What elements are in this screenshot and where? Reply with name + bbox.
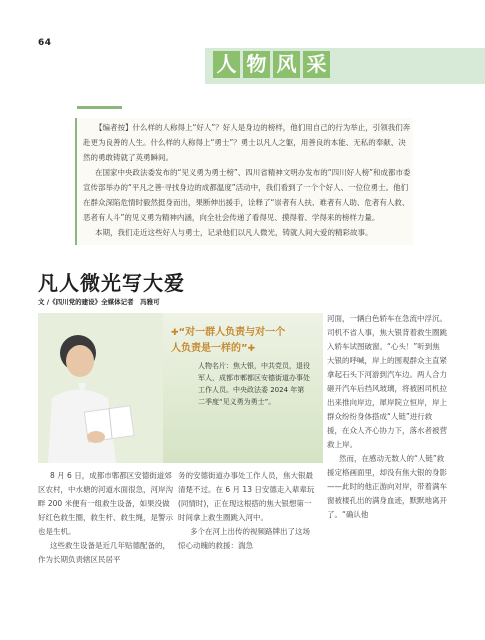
body-column-1 [38,469,173,567]
editor-note-paragraph: 本期，我们走近这些好人与勇士，记录他们以凡人微光，铸就人间大爱的精彩故事。 [95,228,373,237]
quote-heading [171,325,321,357]
body-paragraph: 然而，在感动无数人的“人链”救援定格画面里，却没有焦大银的身影——此时的他正游向对岸，带着满车窗被楼孔出的满身血迹，默默地离开了。“确认他 [327,454,447,519]
portrait-photo [38,313,323,463]
banner-char-4: 采 [303,51,330,78]
editor-note-accent-bar [77,106,122,109]
body-paragraph: 8 月 6 日，成都市郫都区安德街道郊区农村，中水塘的河道水面很急，河岸沟畔 200 米便有一组救生设备，如果没做好红色救生圈，救生杆、救生绳，是警示也是生机。 [38,471,173,536]
banner-char-1: 人 [213,51,240,78]
body-column-3 [327,312,447,522]
editor-note-text [83,120,411,240]
quote-heading-line2: 人负责是一样的” [171,343,248,354]
quote-heading-line1: “对一群人负责与对一个 [178,327,286,338]
body-column-2 [178,469,315,553]
editor-note-box [75,118,413,245]
article-byline: 文 /《四川党的建设》全媒体记者 冯雅可 [38,298,160,306]
article-title: 凡人微光写大爱 [38,271,185,295]
editor-note-paragraph: 在国家中央政法委发布的“见义勇为勇士榜”、四川省精神文明办发布的“四川好人榜”和成都市委宣传部举办的“平凡之善·寻找身边的成都温度”活动中，我们看到了一个个好人、一位位勇士。他们在群众深陷危情时毅然挺身而出，果断伸出援手，诠释了“崇者有人扶、难者有人助、危者有人救、恶者有人斗”的见义勇为精神内涵，向全社会传递了看得见、摸得着、学得来的榜样力量。 [83,168,411,222]
person-intro: 人物名片：焦大银，中共党员，退役军人，成都市郫都区安德街道办事处工作人员。中央政法委 2024 年第二季度“见义勇为勇士”。 [198,362,310,406]
body-paragraph: 务的安德街道办事处工作人员，焦大银最清楚不过。在 6 月 13 日安德走入辈辈玩(同情时)，正在现这根搭的焦大银想第一时间拿上救生圈跳入河中。 [178,471,315,522]
body-paragraph: 这些救生设备是近几年贴德配备的，作为长期负责辖区民居平 [38,541,170,564]
person-reading-illustration [38,313,163,463]
quote-mark-icon: ✚ [247,344,256,354]
page-number: 64 [38,38,52,48]
body-paragraph: 多个在河上出传的视频路牌出了这场惊心动魄的救援：湍急 [178,527,310,550]
banner-char-2: 物 [243,51,270,78]
editor-note-paragraph: 【编者按】什么样的人称得上“好人”？好人是身边的榜样，他们用自己的行为举止，引领我们奔赴更为良善的人生。什么样的人称得上“勇士”？勇士以凡人之躯，用善良的本能、无私的奉献、决然的勇敢铸就了英勇瞬间。 [83,123,411,162]
quote-mark-icon: ✚ [171,328,179,338]
banner-char-3: 风 [273,51,300,78]
body-paragraph: 河面，一辆白色轿车在急流中浮沉。司机不省人事，焦大银背着救生圈跳入轿车试图破窗。“心头！”听到焦大银的呼喊，岸上的围观群众主直紧拿起石头下河游到汽车边。两人合力砸开汽车后挡风玻璃，将被困司机拉出来推向岸边，犀岸院立恒岸，岸上群众纷纷身体搭成“人链”进行救援，在众人齐心协力下，落水者被营救上岸。 [327,314,447,449]
